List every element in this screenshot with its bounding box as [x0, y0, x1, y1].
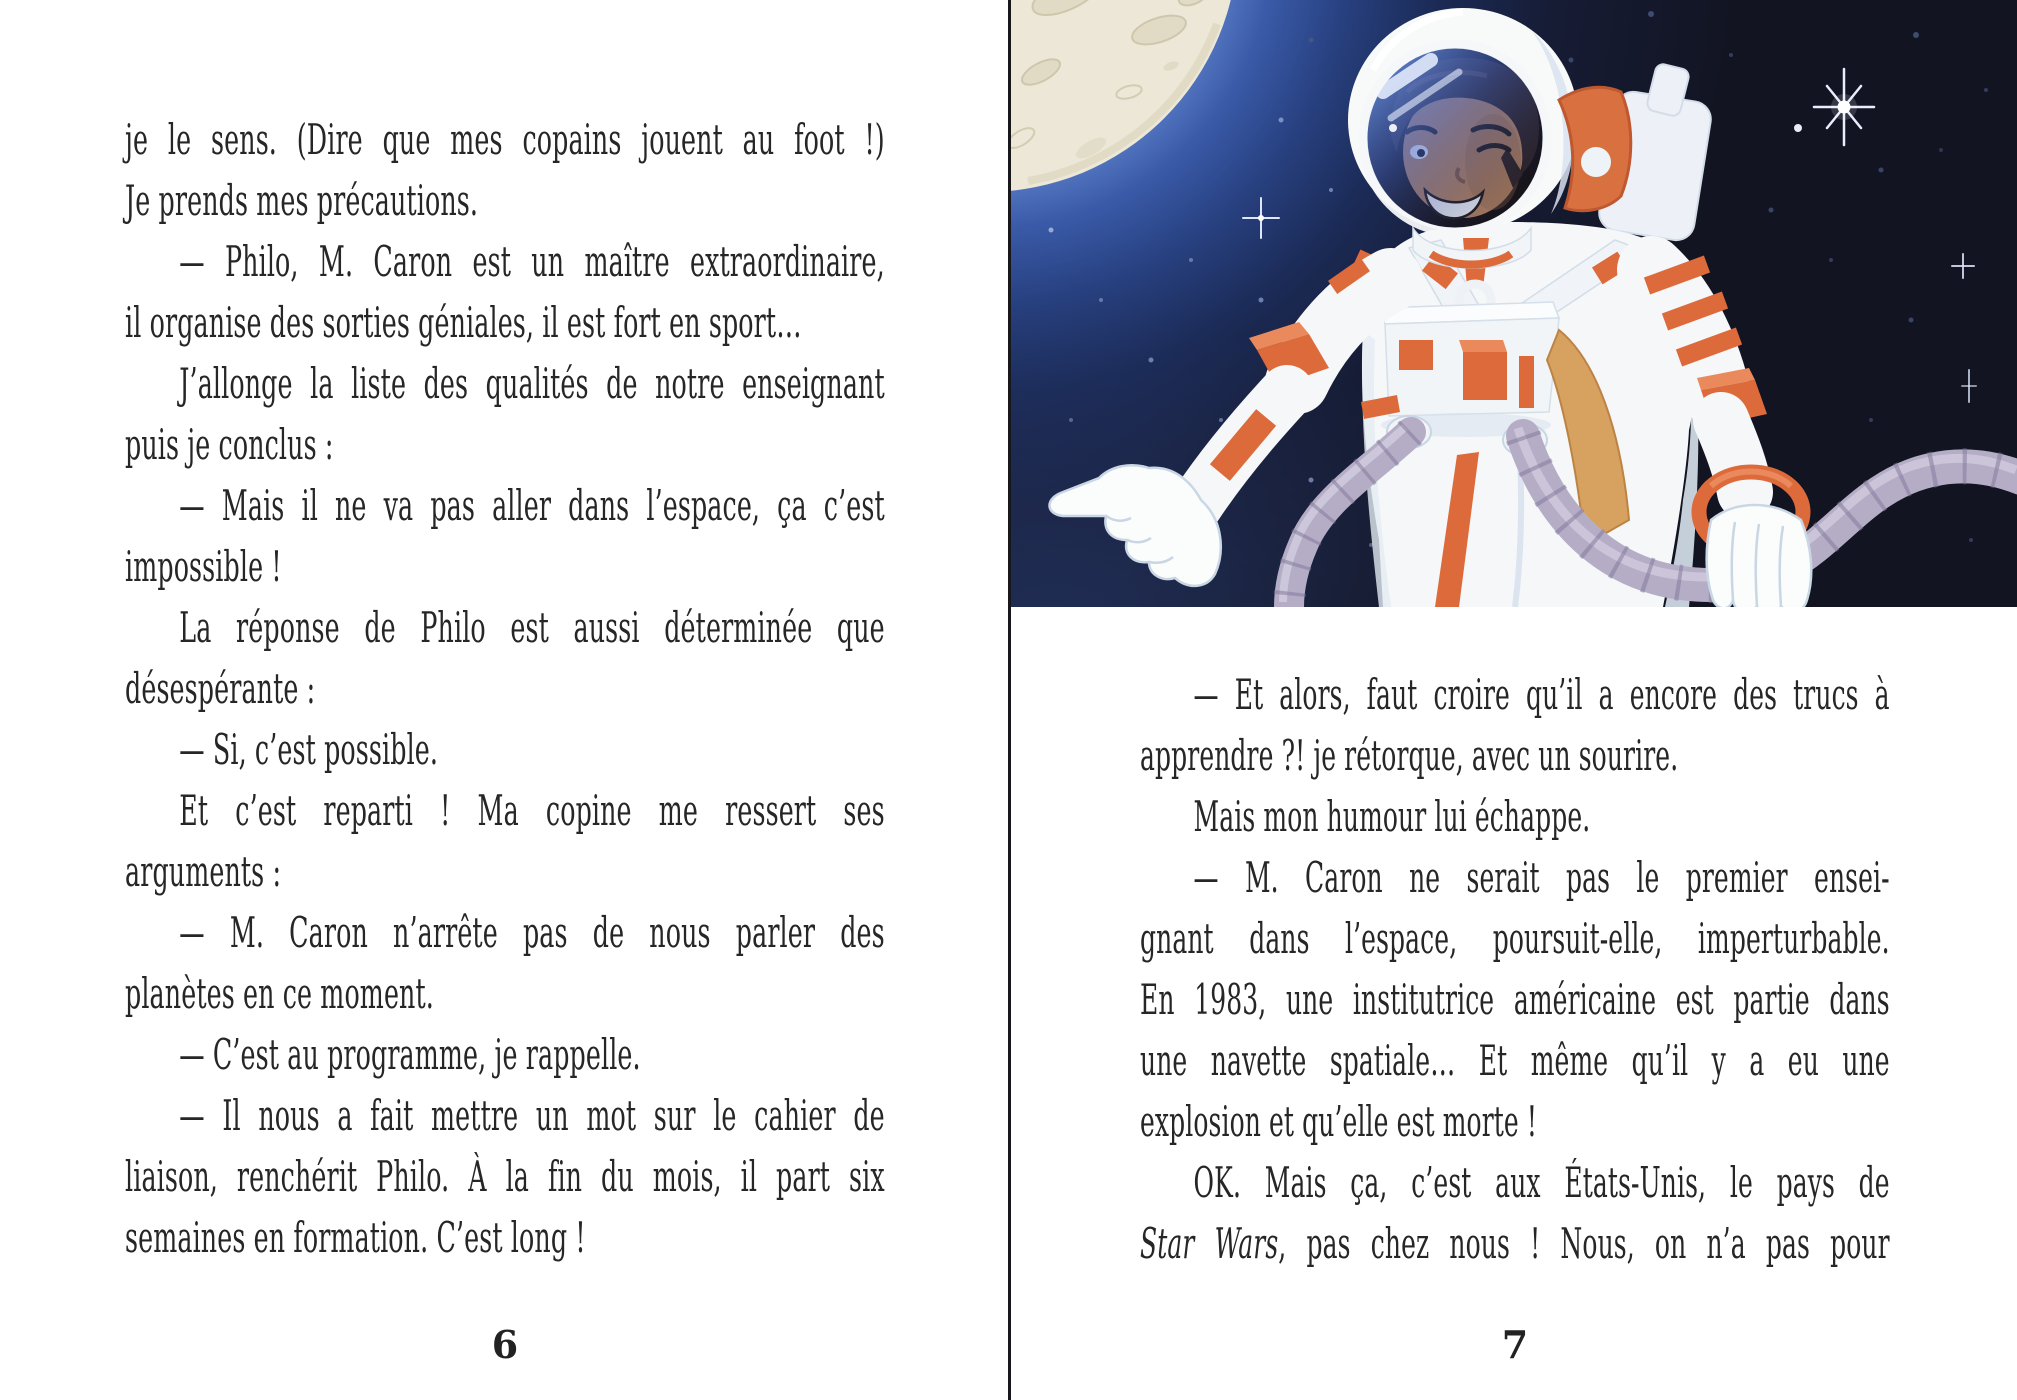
text-segment: liaison, renchérit Philo. À la fin du mois, il part six	[125, 1152, 885, 1201]
text-line	[125, 231, 885, 292]
text-segment: désespérante :	[125, 664, 316, 713]
text-segment: — Mais il ne va pas aller dans l’espace, ça c’est	[179, 481, 885, 530]
text-line	[125, 1146, 885, 1207]
text-segment: je le sens. (Dire que mes copains jouent au foot !)	[125, 115, 885, 164]
text-segment: En 1983, une institutrice américaine est partie dans	[1140, 975, 1890, 1024]
text-line	[125, 109, 885, 170]
text-segment: explosion et qu’elle est morte !	[1140, 1097, 1538, 1146]
right-glove	[1707, 505, 1812, 607]
left-page-number: 6	[491, 1322, 519, 1367]
astronaut-illustration	[1011, 0, 2017, 607]
text-line	[125, 658, 885, 719]
text-line	[125, 1207, 885, 1268]
text-line	[125, 902, 885, 963]
text-segment: apprendre ?! je rétorque, avec un sourire.	[1140, 731, 1679, 780]
text-segment: — Si, c’est possible.	[179, 725, 439, 774]
astronaut-illustration-svg	[1011, 0, 2017, 607]
text-segment: , pas chez nous ! Nous, on n’a pas pour	[1278, 1219, 1890, 1268]
text-line	[1140, 1030, 1890, 1091]
text-segment: — Il nous a fait mettre un mot sur le cahier de	[179, 1091, 885, 1140]
text-segment: planètes en ce moment.	[125, 969, 434, 1018]
text-line	[125, 719, 885, 780]
text-segment: — M. Caron n’arrête pas de nous parler des	[179, 908, 885, 957]
text-line	[125, 292, 885, 353]
text-line	[125, 963, 885, 1024]
text-segment: il organise des sorties géniales, il est fort en sport…	[125, 298, 802, 347]
text-line	[125, 841, 885, 902]
text-segment: une navette spatiale… Et même qu’il y a eu une	[1140, 1036, 1890, 1085]
text-line	[125, 353, 885, 414]
text-line	[125, 414, 885, 475]
text-line	[125, 536, 885, 597]
right-page-number: 7	[1501, 1322, 1529, 1367]
text-segment: Et c’est reparti ! Ma copine me ressert ses	[179, 786, 885, 835]
fin-hole	[1581, 147, 1611, 177]
text-segment: gnant dans l’espace, poursuit-elle, imperturbable.	[1140, 914, 1890, 963]
text-segment: puis je conclus :	[125, 420, 334, 469]
text-segment: arguments :	[125, 847, 282, 896]
text-line	[125, 780, 885, 841]
left-text-block	[125, 109, 885, 1268]
text-line	[1140, 1091, 1890, 1152]
text-line	[125, 475, 885, 536]
text-line	[125, 597, 885, 658]
text-line	[1140, 664, 1890, 725]
text-segment: OK. Mais ça, c’est aux États-Unis, le pays de	[1193, 1158, 1890, 1207]
text-segment: — M. Caron ne serait pas le premier ensei-	[1193, 853, 1890, 902]
text-segment: — Et alors, faut croire qu’il a encore des trucs à	[1193, 670, 1890, 719]
text-line	[1140, 786, 1890, 847]
text-line	[125, 1085, 885, 1146]
right-text-block	[1140, 664, 1890, 1274]
text-line	[1140, 969, 1890, 1030]
text-line	[1140, 847, 1890, 908]
text-line	[125, 1024, 885, 1085]
text-segment: Je prends mes précautions.	[125, 176, 479, 225]
text-segment: — Philo, M. Caron est un maître extraordinaire,	[179, 237, 885, 286]
text-line	[1140, 725, 1890, 786]
text-line	[1140, 908, 1890, 969]
text-line	[125, 170, 885, 231]
text-segment: La réponse de Philo est aussi déterminée que	[179, 603, 885, 652]
text-segment: — C’est au programme, je rappelle.	[179, 1030, 641, 1079]
text-segment: Mais mon humour lui échappe.	[1193, 792, 1591, 841]
text-line	[1140, 1152, 1890, 1213]
text-segment: J’allonge la liste des qualités de notre enseignant	[179, 359, 885, 408]
text-line	[1140, 1213, 1890, 1274]
italic-text: Star Wars	[1140, 1219, 1279, 1268]
text-segment: semaines en formation. C’est long !	[125, 1213, 586, 1262]
text-segment: impossible !	[125, 542, 282, 591]
